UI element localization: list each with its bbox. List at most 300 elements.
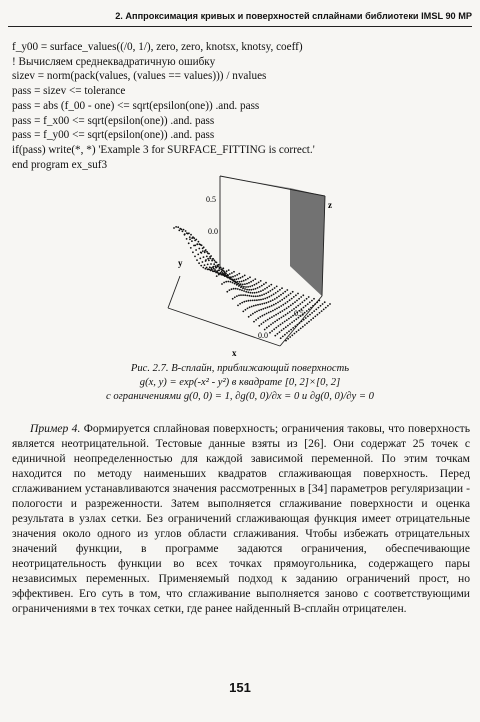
surface-point (248, 282, 250, 284)
surface-point (214, 269, 216, 271)
surface-point (252, 280, 254, 282)
figure-caption-title: Рис. 2.7. B-сплайн, приближающий поверхность (130, 363, 350, 374)
surface-point (207, 264, 209, 266)
surface-point (262, 298, 264, 300)
surface-point (282, 322, 284, 324)
surface-point (255, 295, 257, 297)
tick-label: 0.0 (258, 331, 268, 340)
surface-point (186, 238, 188, 240)
surface-point (211, 260, 213, 262)
surface-point (200, 265, 202, 267)
surface-point (231, 272, 233, 274)
tick-label: 0.0 (208, 227, 218, 236)
surface-point (315, 309, 317, 311)
surface-point (210, 263, 212, 265)
surface-point (273, 293, 275, 295)
surface-point (241, 289, 243, 291)
surface-point (268, 301, 270, 303)
surface-point (239, 281, 241, 283)
surface-point (246, 283, 248, 285)
surface-point (256, 311, 258, 313)
surface-point (294, 325, 296, 327)
surface-point (278, 295, 280, 297)
surface-point (216, 271, 218, 273)
surface-point (244, 288, 246, 290)
surface-point (233, 280, 235, 282)
tick-label: 0.5 (206, 195, 216, 204)
surface-point (312, 317, 314, 319)
axis-label-x: x (232, 348, 237, 358)
surface-point (246, 295, 248, 297)
surface-point (321, 310, 323, 312)
surface-point (269, 296, 271, 298)
surface-point (291, 298, 293, 300)
surface-point (201, 244, 203, 246)
surface-point (242, 311, 244, 313)
surface-point (286, 307, 288, 309)
surface-point (274, 321, 276, 323)
surface-point (271, 316, 273, 318)
surface-point (198, 248, 200, 250)
surface-point (245, 291, 247, 293)
surface-point (254, 299, 256, 301)
surface-point (281, 287, 283, 289)
surface-point (258, 325, 260, 327)
surface-point (181, 228, 183, 230)
surface-point (191, 240, 193, 242)
surface-point (256, 292, 258, 294)
surface-point (234, 283, 236, 285)
code-line: ! Вычисляем среднеквадратичную ошибку (12, 55, 216, 68)
surface-point (313, 310, 315, 312)
surface-point (275, 292, 277, 294)
surface-point (257, 304, 259, 306)
surface-point (279, 300, 281, 302)
surface-point (251, 306, 253, 308)
surface-point (290, 329, 292, 331)
surface-point (284, 334, 286, 336)
surface-point (251, 295, 253, 297)
surface-point (289, 336, 291, 338)
surface-point (242, 284, 244, 286)
surface-point (268, 285, 270, 287)
surface-figure (140, 168, 340, 358)
surface-point (238, 278, 240, 280)
surface-point (177, 226, 179, 228)
surface-point (183, 229, 185, 231)
surface-point (216, 262, 218, 264)
surface-point (270, 324, 272, 326)
surface-point (317, 314, 319, 316)
surface-point (267, 307, 269, 309)
surface-point (230, 278, 232, 280)
surface-point (272, 299, 274, 301)
figure-caption-formula: g(x, y) = exp(-x² - y²) в квадрате [0, 2]×[0, 2] (139, 377, 341, 388)
surface-point (311, 312, 313, 314)
surface-point (196, 259, 198, 261)
example-lead: Пример 4. (30, 422, 81, 435)
surface-point (188, 242, 190, 244)
surface-point (292, 291, 294, 293)
surface-point (310, 307, 312, 309)
surface-point (293, 296, 295, 298)
surface-point (306, 298, 308, 300)
surface-point (267, 319, 269, 321)
surface-point (239, 303, 241, 305)
surface-point (270, 290, 272, 292)
surface-point (256, 283, 258, 285)
surface-point (265, 320, 267, 322)
surface-point (282, 292, 284, 294)
surface-point (311, 300, 313, 302)
surface-point (246, 300, 248, 302)
surface-point (280, 324, 282, 326)
surface-point (242, 276, 244, 278)
surface-point (299, 303, 301, 305)
surface-point (235, 278, 237, 280)
paragraph-text: Формируется сплайновая поверхность; ограничения таковы, что поверхность является неотрицательной. Тестовые данные взяты из [26]. Они содержат 25 точек с единичной неопределенностью для каждой зависимой переменной. По этим точкам находится по методу наименьших квадратов сглаживающая поверхность. Перед сглаживанием устанавливаются значения рассмотренных в [34] параметров регуляризации - пологости и разреженности. Затем выполняется сглаживание поверхности и оценка результата в узлах сетки. Без ограничений сглаживающая функция имеет отрицательные значения около одного из углов области сглаживания. Чтобы избежать отрицательных значений функции, в программе задаются ограничения, обеспечивающие неотрицательность функции во всех точках прямоугольника, содержащего пары независимых переменных. Применяемый подход к заданию ограничений прост, но эффективен. Его суть в том, что сглаживание выполняется заново с соответствующими ограничениями в тех точках сетки, где ранее найденный B-сплайн отрицателен. (12, 422, 470, 615)
surface-point (268, 312, 270, 314)
surface-point (269, 332, 271, 334)
surface-point (210, 255, 212, 257)
code-line: pass = sizev <= tolerance (12, 85, 126, 98)
surface-point (297, 305, 299, 307)
surface-point (255, 288, 257, 290)
surface-point (325, 307, 327, 309)
surface-point (264, 288, 266, 290)
surface-point (288, 306, 290, 308)
surface-point (241, 302, 243, 304)
surface-point (263, 322, 265, 324)
surface-point (299, 322, 301, 324)
surface-point (310, 319, 312, 321)
surface-point (280, 305, 282, 307)
surface-point (284, 309, 286, 311)
surface-point (198, 241, 200, 243)
running-header: 2. Аппроксимация кривых и поверхностей сплайнами библиотеки IMSL 90 MP (8, 8, 472, 27)
surface-point (306, 310, 308, 312)
surface-point (265, 307, 267, 309)
surface-point (261, 303, 263, 305)
surface-point (203, 256, 205, 258)
surface-point (248, 289, 250, 291)
surface-point (290, 293, 292, 295)
surface-point (258, 291, 260, 293)
surface-point (241, 281, 243, 283)
surface-point (314, 316, 316, 318)
surface-point (200, 252, 202, 254)
surface-point (274, 287, 276, 289)
surface-point (236, 284, 238, 286)
surface-point (226, 275, 228, 277)
surface-point (250, 289, 252, 291)
surface-point (236, 274, 238, 276)
surface-point (266, 313, 268, 315)
surface-point (218, 264, 220, 266)
surface-point (213, 266, 215, 268)
surface-point (173, 227, 175, 229)
surface-point (250, 281, 252, 283)
surface-point (271, 295, 273, 297)
surface-point (208, 260, 210, 262)
surface-point (189, 238, 191, 240)
surface-point (223, 282, 225, 284)
surface-point (266, 327, 268, 329)
surface-point (275, 327, 277, 329)
surface-point (248, 300, 250, 302)
surface-point (233, 288, 235, 290)
surface-point (289, 323, 291, 325)
surface-point (190, 247, 192, 249)
surface-point (223, 270, 225, 272)
surface-point (285, 302, 287, 304)
surface-point (215, 265, 217, 267)
surface-point (255, 304, 257, 306)
surface-point (262, 289, 264, 291)
surface-point (292, 327, 294, 329)
surface-point (254, 312, 256, 314)
surface-point (245, 309, 247, 311)
surface-point (232, 282, 234, 284)
surface-point (260, 299, 262, 301)
surface-point (279, 289, 281, 291)
surface-point (279, 331, 281, 333)
surface-point (318, 307, 320, 309)
surface-point (287, 301, 289, 303)
surface-point (292, 303, 294, 305)
surface-point (259, 295, 261, 297)
surface-point (251, 285, 253, 287)
code-line: pass = f_y00 <= sqrt(epsilon(one)) .and. pass (12, 129, 215, 142)
surface-point (322, 303, 324, 305)
surface-point (316, 301, 318, 303)
surface-point (270, 300, 272, 302)
surface-point (190, 234, 192, 236)
surface-plot (140, 168, 340, 358)
surface-point (243, 280, 245, 282)
surface-point (257, 317, 259, 319)
surface-point (269, 317, 271, 319)
surface-point (253, 289, 255, 291)
code-line: end program ex_suf3 (12, 158, 108, 171)
surface-point (275, 314, 277, 316)
surface-point (238, 273, 240, 275)
surface-point (265, 282, 267, 284)
surface-point (308, 296, 310, 298)
surface-point (230, 281, 232, 283)
surface-point (185, 230, 187, 232)
surface-point (285, 314, 287, 316)
surface-point (256, 299, 258, 301)
surface-point (304, 324, 306, 326)
surface-point (267, 291, 269, 293)
surface-point (275, 303, 277, 305)
surface-point (280, 337, 282, 339)
surface-point (242, 294, 244, 296)
surface-point (288, 318, 290, 320)
axis-label-z: z (328, 200, 332, 210)
surface-point (229, 289, 231, 291)
surface-point (228, 277, 230, 279)
surface-point (262, 308, 264, 310)
surface-point (207, 258, 209, 260)
surface-point (265, 293, 267, 295)
surface-point (193, 237, 195, 239)
surface-point (245, 279, 247, 281)
surface-point (282, 310, 284, 312)
surface-point (304, 312, 306, 314)
surface-point (289, 311, 291, 313)
surface-point (282, 336, 284, 338)
surface-point (175, 226, 177, 228)
axis-label-y: y (178, 258, 183, 268)
surface-point (195, 249, 197, 251)
surface-point (302, 301, 304, 303)
surface-point (298, 329, 300, 331)
surface-point (263, 283, 265, 285)
surface-point (276, 297, 278, 299)
surface-point (252, 313, 254, 315)
surface-point (288, 294, 290, 296)
surface-point (218, 274, 220, 276)
surface-point (254, 278, 256, 280)
surface-point (283, 297, 285, 299)
body-text (12, 421, 470, 616)
surface-point (260, 280, 262, 282)
surface-point (204, 264, 206, 266)
surface-point (204, 250, 206, 252)
surface-point (236, 295, 238, 297)
surface-point (280, 294, 282, 296)
surface-point (231, 288, 233, 290)
surface-point (302, 294, 304, 296)
surface-point (297, 324, 299, 326)
surface-point (253, 305, 255, 307)
surface-point (295, 318, 297, 320)
surface-point (184, 233, 186, 235)
surface-point (228, 269, 230, 271)
surface-point (313, 298, 315, 300)
surface-point (263, 293, 265, 295)
surface-point (258, 299, 260, 301)
surface-point (307, 315, 309, 317)
surface-point (264, 314, 266, 316)
surface-point (211, 269, 213, 271)
surface-point (195, 239, 197, 241)
surface-point (202, 267, 204, 269)
surface-point (238, 295, 240, 297)
surface-point (271, 330, 273, 332)
surface-point (225, 281, 227, 283)
surface-point (220, 273, 222, 275)
surface-point (269, 306, 271, 308)
surface-point (303, 319, 305, 321)
surface-point (249, 306, 251, 308)
surface-point (276, 319, 278, 321)
surface-point (234, 275, 236, 277)
surface-point (278, 325, 280, 327)
surface-point (297, 293, 299, 295)
code-line: pass = abs (f_00 - one) <= sqrt(epsilon(one)) .and. pass (12, 99, 260, 112)
surface-point (263, 303, 265, 305)
surface-point (266, 287, 268, 289)
surface-point (277, 333, 279, 335)
surface-point (281, 317, 283, 319)
surface-point (281, 330, 283, 332)
code-line: if(pass) write(*, *) 'Example 3 for SURFACE_FITTING is correct.' (12, 143, 315, 156)
surface-point (277, 291, 279, 293)
page-number: 151 (229, 680, 251, 695)
surface-point (208, 268, 210, 270)
surface-point (226, 270, 228, 272)
surface-point (285, 340, 287, 342)
surface-point (276, 286, 278, 288)
surface-point (178, 230, 180, 232)
surface-point (296, 331, 298, 333)
surface-point (253, 321, 255, 323)
surface-point (259, 304, 261, 306)
surface-point (291, 322, 293, 324)
surface-point (226, 291, 228, 293)
surface-point (199, 243, 201, 245)
surface-point (197, 243, 199, 245)
surface-point (273, 328, 275, 330)
tick-label: 0.5 (294, 309, 304, 318)
surface-point (257, 295, 259, 297)
paragraph (12, 421, 470, 616)
surface-point (197, 254, 199, 256)
surface-point (288, 330, 290, 332)
surface-point (209, 258, 211, 260)
surface-point (277, 313, 279, 315)
surface-point (308, 308, 310, 310)
surface-point (286, 319, 288, 321)
surface-point (205, 259, 207, 261)
surface-point (293, 320, 295, 322)
surface-point (191, 237, 193, 239)
surface-point (309, 314, 311, 316)
surface-point (287, 312, 289, 314)
surface-point (290, 316, 292, 318)
surface-point (276, 308, 278, 310)
surface-point (261, 294, 263, 296)
surface-point (249, 286, 251, 288)
surface-point (247, 286, 249, 288)
surface-point (213, 271, 215, 273)
surface-point (262, 315, 264, 317)
surface-point (259, 316, 261, 318)
surface-point (247, 278, 249, 280)
surface-point (237, 305, 239, 307)
surface-point (306, 322, 308, 324)
surface-point (214, 260, 216, 262)
code-line: f_y00 = surface_values((/0, 1/), zero, zero, knotsx, knotsy, coeff) (12, 41, 303, 53)
surface-point (287, 338, 289, 340)
surface-point (247, 308, 249, 310)
surface-point (217, 266, 219, 268)
surface-point (274, 298, 276, 300)
surface-point (294, 333, 296, 335)
code-line: sizev = norm(pack(values, (values == values))) / nvalues (12, 70, 267, 83)
surface-point (308, 321, 310, 323)
surface-point (229, 273, 231, 275)
surface-point (260, 309, 262, 311)
surface-point (284, 291, 286, 293)
surface-point (188, 232, 190, 234)
surface-point (218, 270, 220, 272)
surface-point (272, 289, 274, 291)
surface-point (323, 309, 325, 311)
